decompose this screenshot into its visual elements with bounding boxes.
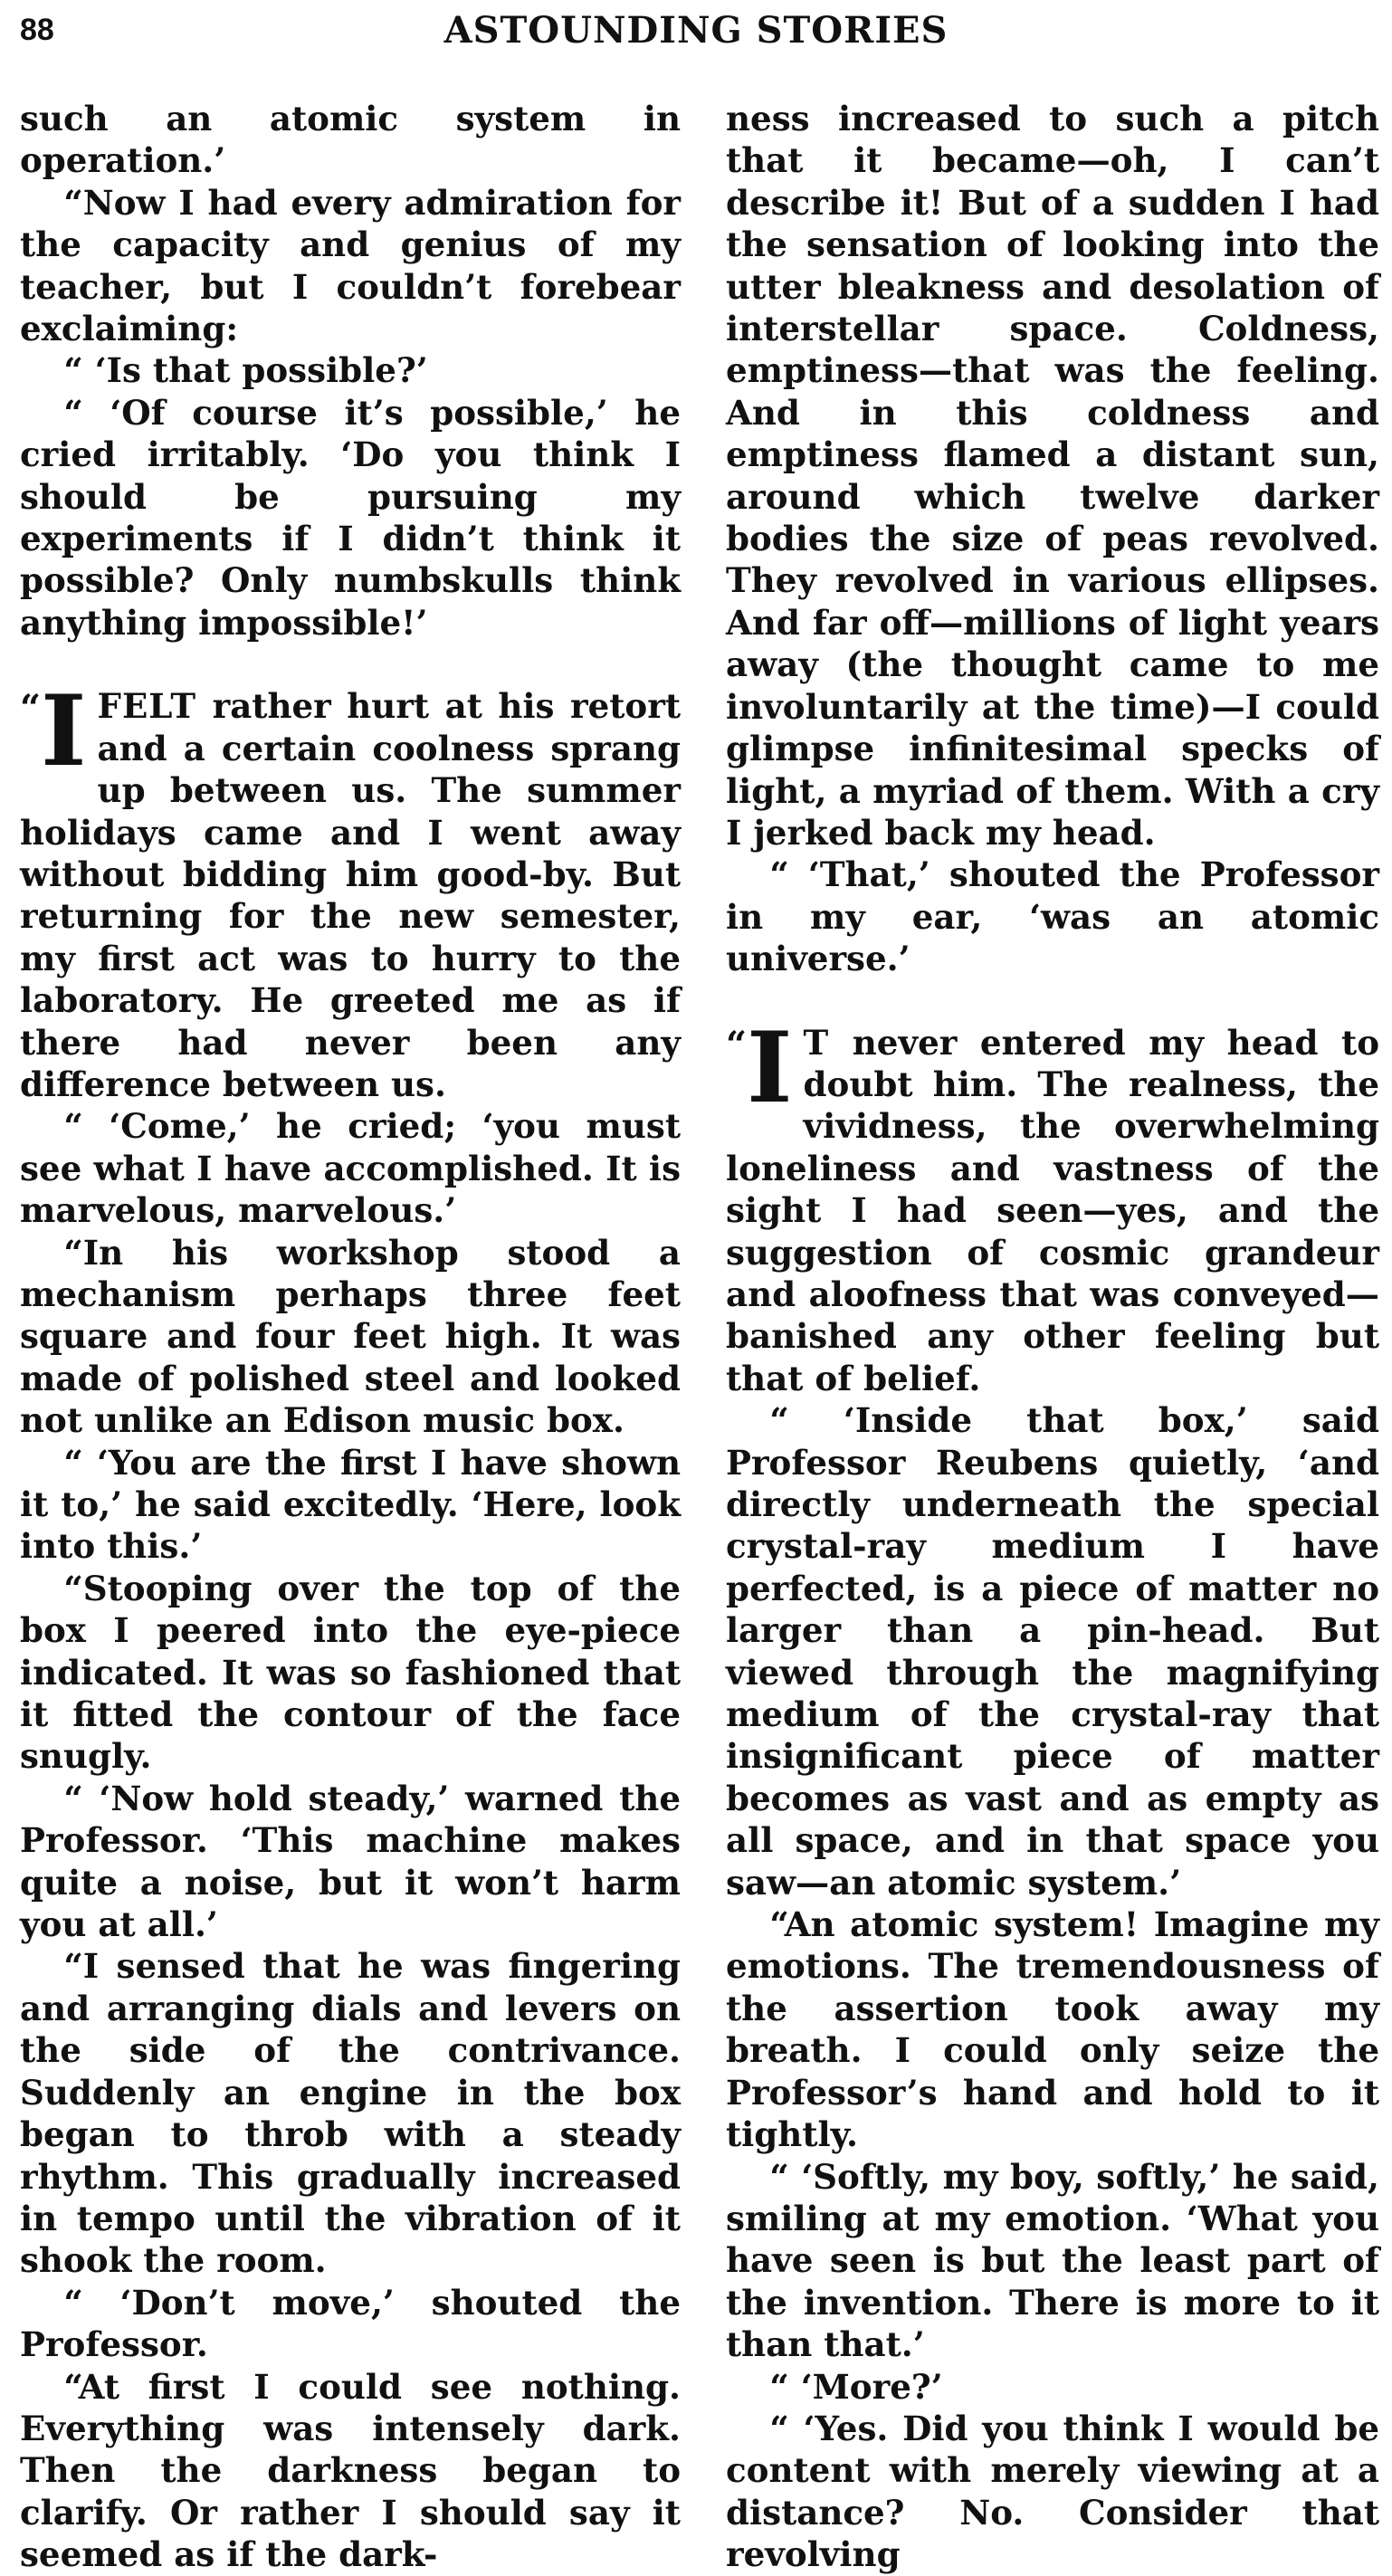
dropcap — [20, 674, 87, 789]
paragraph: ness increased to such a pitch that it became—oh, I can’t describe it! But of a sudden I had the sensation of looking into the utter bleakness and desolation of interstellar space. Coldness, emptiness—that was the feeling. And in this coldness and emptiness flamed a distant sun, around which twelve darker bodies the size of peas revolved. They revolved in various ellipses. And far off—millions of light years away (the thought came to me involuntarily at the time)—I could glimpse infinitesimal specks of light, a myriad of them. With a cry I jerked back my head. — [726, 99, 1379, 853]
paragraph: “An atomic system! Imagine my emotions. The tremendousness of the assertion took away my breath. I could only seize the Professor’s hand and hold to it tightly. — [726, 1904, 1379, 2155]
paragraph: “ ‘Inside that box,’ said Professor Reubens quietly, ‘and directly underneath the special crystal-ray medium I have perfected, is a piece of matter no larger than a pin-head. But viewed through the magnifying medium of the crystal-ray that insignificant piece of matter becomes as vast and as empty as all space, and in that space you saw—an atomic system.’ — [726, 1400, 1379, 1903]
paragraph: “Now I had every admiration for the capacity and genius of my teacher, but I couldn’t forebear exclaiming: — [20, 182, 681, 349]
dropcap-paragraph — [726, 1010, 1379, 1400]
paragraph: “At first I could see nothing. Everything was intensely dark. Then the darkness began to clarify. Or rather I should say it seemed as if the dark- — [20, 2366, 681, 2575]
paragraph: “ ‘More?’ — [769, 2366, 943, 2407]
paragraph: “ ‘Is that possible?’ — [63, 350, 428, 391]
dropcap-quote: “ — [726, 1023, 748, 1066]
dropcap-paragraph — [20, 674, 681, 1105]
paragraph: such an atomic system in operation.’ — [20, 99, 681, 181]
paragraph: “Stooping over the top of the box I peered into the eye-piece indicated. It was so fashioned that it fitted the contour of the face snugly. — [20, 1568, 681, 1777]
paragraph: “ ‘Come,’ he cried; ‘you must see what I have accomplished. It is marvelous, marvelous.’ — [20, 1106, 681, 1231]
dropcap-quote: “ — [20, 687, 42, 730]
paragraph-text: never entered my head to doubt him. The realness, the vividness, the overwhelming loneliness and vastness of the sight I had seen—yes, and the suggestion of cosmic grandeur and aloofness that was conveyed—banished any other feeling but that of belief. — [726, 1022, 1379, 1398]
paragraph: “ ‘You are the first I have shown it to,’ he said excitedly. ‘Here, look into this.’ — [20, 1442, 681, 1567]
dropcap-first-word: T — [803, 1022, 830, 1063]
dropcap-first-word: FELT — [97, 686, 197, 727]
paragraph: “ ‘Don’t move,’ shouted the Professor. — [20, 2282, 681, 2365]
left-column — [20, 98, 681, 2576]
paragraph: “ ‘Of course it’s possible,’ he cried irritably. ‘Do you think I should be pursuing my experiments if I didn’t think it possible? Only numbskulls think anything impossible!’ — [20, 392, 681, 643]
section-break — [20, 644, 681, 685]
paragraph: “ ‘Now hold steady,’ warned the Professor. ‘This machine makes quite a noise, but it won’t harm you at all.’ — [20, 1778, 681, 1945]
paragraph: “I sensed that he was fingering and arranging dials and levers on the side of the contrivance. Suddenly an engine in the box began to throb with a steady rhythm. This gradually increased in tempo until the vibration of it shook the room. — [20, 1946, 681, 2281]
dropcap-letter: I — [747, 1010, 793, 1125]
dropcap — [726, 1010, 793, 1125]
running-head: ASTOUNDING STORIES — [443, 9, 949, 52]
paragraph: “In his workshop stood a mechanism perhaps three feet square and four feet high. It was made of polished steel and looked not unlike an Edison music box. — [20, 1232, 681, 1441]
right-column — [726, 98, 1379, 2576]
paragraph-text: rather hurt at his retort and a certain coolness sprang up between us. The summer holidays came and I went away without bidding him good-by. But returning for the new semester, my first act was to hurry to the laboratory. He greeted me as if there had never been any difference between us. — [20, 686, 681, 1104]
page-number: 88 — [20, 13, 54, 47]
section-break — [726, 980, 1379, 1022]
dropcap-letter: I — [41, 674, 87, 789]
paragraph: “ ‘Softly, my boy, softly,’ he said, smiling at my emotion. ‘What you have seen is but the least part of the invention. There is more to it than that.’ — [726, 2156, 1379, 2365]
paragraph: “ ‘That,’ shouted the Professor in my ear, ‘was an atomic universe.’ — [726, 854, 1379, 979]
paragraph: “ ‘Yes. Did you think I would be content with merely viewing at a distance? No. Consider that revolving — [726, 2408, 1379, 2575]
page-header — [20, 9, 1372, 54]
